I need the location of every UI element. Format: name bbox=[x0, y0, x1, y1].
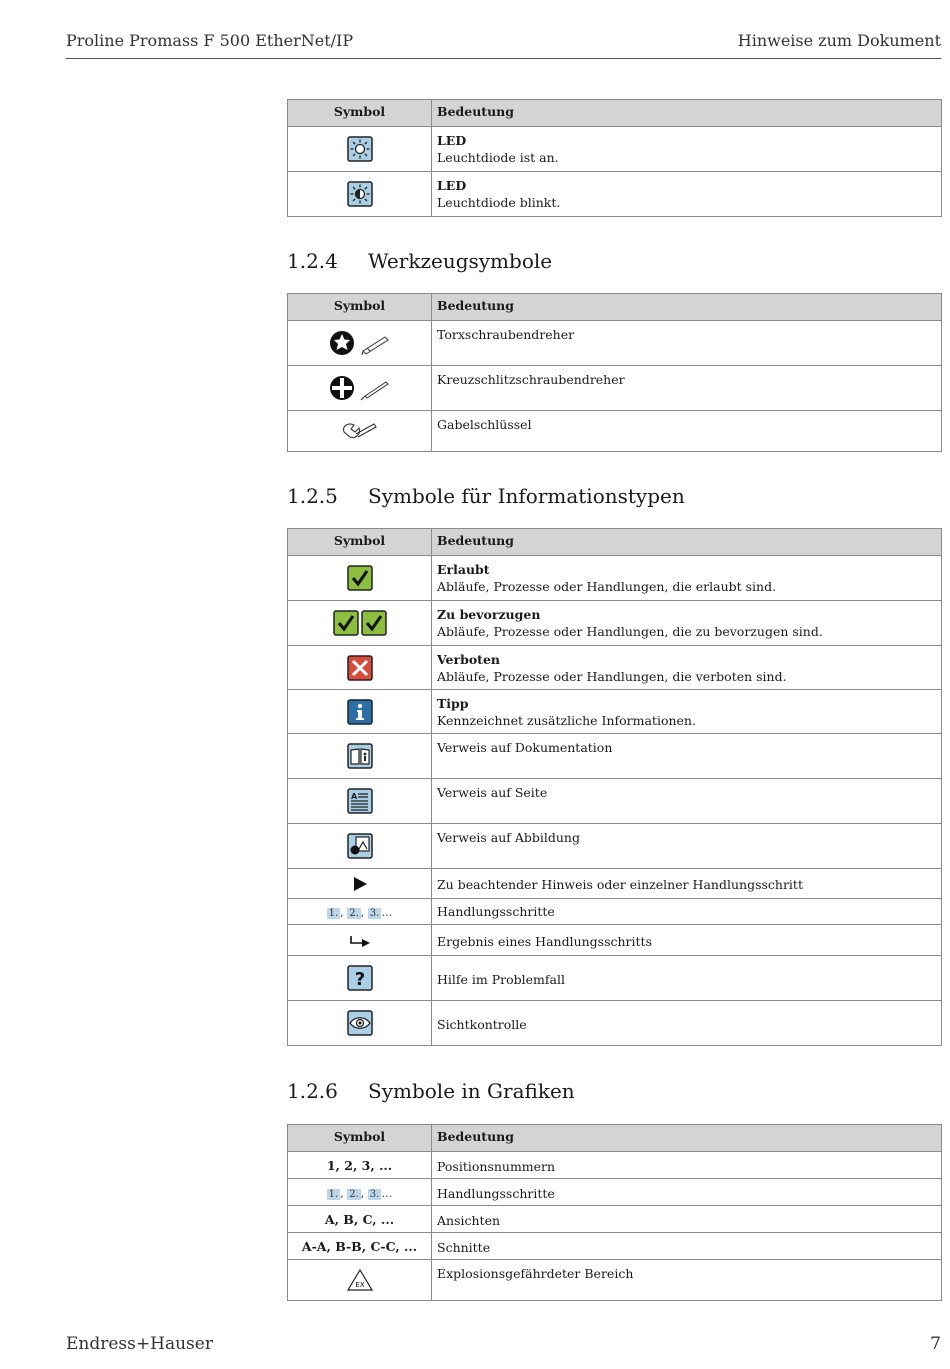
step-number: 3. bbox=[369, 908, 380, 919]
row-title: Tipp bbox=[437, 696, 469, 711]
table-row bbox=[288, 1206, 942, 1233]
step-number: 2. bbox=[349, 908, 359, 919]
table-row bbox=[288, 1179, 942, 1206]
table-row bbox=[288, 601, 942, 646]
table-row bbox=[288, 869, 942, 899]
cross-icon bbox=[347, 655, 373, 681]
section-number: 1.2.6 bbox=[287, 1079, 338, 1103]
explosion-hazard-icon bbox=[347, 1269, 373, 1291]
row-text: Ansichten bbox=[432, 1206, 942, 1233]
row-text: Ergebnis eines Handlungsschritts bbox=[432, 925, 942, 956]
col-symbol-header: Symbol bbox=[288, 529, 432, 556]
row-text: Verweis auf Abbildung bbox=[432, 824, 942, 869]
page-footer-left: Endress+Hauser bbox=[66, 1334, 213, 1354]
table-header-row bbox=[288, 529, 942, 556]
eye-visual-check-icon bbox=[347, 1010, 373, 1036]
row-text: Verweis auf Seite bbox=[432, 779, 942, 824]
table-header-row bbox=[288, 294, 942, 321]
row-title: LED bbox=[437, 178, 467, 193]
col-meaning-header: Bedeutung bbox=[432, 100, 942, 127]
table-row bbox=[288, 824, 942, 869]
row-text: Hilfe im Problemfall bbox=[432, 956, 942, 1001]
table-row bbox=[288, 321, 942, 366]
row-text: Kennzeichnet zusätzliche Informationen. bbox=[437, 713, 696, 728]
table-row bbox=[288, 1233, 942, 1260]
led-blinking-icon bbox=[347, 181, 373, 207]
page-reference-icon bbox=[347, 788, 373, 814]
step-number: 2. bbox=[349, 1188, 359, 1200]
book-reference-icon bbox=[347, 743, 373, 769]
step-number: 3. bbox=[369, 1188, 380, 1200]
row-title: LED bbox=[437, 133, 467, 148]
table-row bbox=[288, 1001, 942, 1046]
section-number: 1.2.4 bbox=[287, 249, 338, 273]
table-header-row bbox=[288, 1125, 942, 1152]
table-row bbox=[288, 646, 942, 690]
question-help-icon bbox=[347, 965, 373, 991]
table-row bbox=[288, 411, 942, 452]
page-number: 7 bbox=[930, 1334, 941, 1354]
symbol-text: 1, 2, 3, ... bbox=[288, 1152, 432, 1179]
table-row bbox=[288, 1260, 942, 1301]
col-meaning-header: Bedeutung bbox=[432, 529, 942, 556]
step-number: 1. bbox=[328, 908, 339, 919]
row-text: Abläufe, Prozesse oder Handlungen, die zu bevorzugen sind. bbox=[437, 624, 823, 639]
table-row bbox=[288, 1152, 942, 1179]
symbol-text: A, B, C, ... bbox=[288, 1206, 432, 1233]
table-row bbox=[288, 925, 942, 956]
result-arrow-icon bbox=[349, 935, 371, 947]
info-symbol-table bbox=[287, 528, 942, 1046]
table-row bbox=[288, 172, 942, 217]
svg-text:A: A bbox=[350, 792, 357, 801]
section-title: Werkzeugsymbole bbox=[368, 249, 553, 273]
page-header-left: Proline Promass F 500 EtherNet/IP bbox=[66, 31, 354, 50]
table-row bbox=[288, 366, 942, 411]
svg-text:?: ? bbox=[354, 969, 365, 990]
table-row bbox=[288, 956, 942, 1001]
torx-screwdriver-icon bbox=[329, 329, 391, 357]
row-text: Handlungsschritte bbox=[432, 1179, 942, 1206]
table-header-row bbox=[288, 100, 942, 127]
row-text: Leuchtdiode ist an. bbox=[437, 150, 559, 165]
info-icon bbox=[347, 699, 373, 725]
led-on-icon bbox=[347, 136, 373, 162]
col-symbol-header: Symbol bbox=[288, 294, 432, 321]
tool-symbol-table bbox=[287, 293, 942, 452]
row-text: Schnitte bbox=[432, 1233, 942, 1260]
open-end-wrench-icon bbox=[340, 418, 380, 444]
section-heading-tools bbox=[287, 249, 552, 273]
row-text: Torxschraubendreher bbox=[432, 321, 942, 366]
table-row bbox=[288, 556, 942, 601]
section-title: Symbole in Grafiken bbox=[368, 1079, 575, 1103]
row-text: Handlungsschritte bbox=[432, 899, 942, 925]
section-heading-graphics bbox=[287, 1079, 575, 1103]
phillips-screwdriver-icon bbox=[329, 374, 391, 402]
row-text: Explosionsgefährdeter Bereich bbox=[432, 1260, 942, 1301]
row-text: Gabelschlüssel bbox=[432, 411, 942, 452]
col-meaning-header: Bedeutung bbox=[432, 294, 942, 321]
table-row bbox=[288, 899, 942, 925]
row-text: Positionsnummern bbox=[432, 1152, 942, 1179]
row-title: Erlaubt bbox=[437, 562, 490, 577]
row-title: Verboten bbox=[437, 652, 500, 667]
row-text: Abläufe, Prozesse oder Handlungen, die erlaubt sind. bbox=[437, 579, 777, 594]
step-number: 1. bbox=[328, 1188, 339, 1200]
col-meaning-header: Bedeutung bbox=[432, 1125, 942, 1152]
row-text: Zu beachtender Hinweis oder einzelner Handlungsschritt bbox=[432, 869, 942, 899]
section-heading-info bbox=[287, 484, 685, 508]
table-row bbox=[288, 779, 942, 824]
figure-reference-icon bbox=[347, 833, 373, 859]
step-numbers-symbol: 1. , 2. , 3. … bbox=[328, 1186, 393, 1200]
page-header-right: Hinweise zum Dokument bbox=[737, 31, 941, 50]
row-text: Sichtkontrolle bbox=[432, 1001, 942, 1046]
symbol-text: A-A, B-B, C-C, ... bbox=[288, 1233, 432, 1260]
col-symbol-header: Symbol bbox=[288, 100, 432, 127]
col-symbol-header: Symbol bbox=[288, 1125, 432, 1152]
step-numbers-symbol: 1. , 2. , 3. … bbox=[328, 906, 393, 919]
table-row bbox=[288, 690, 942, 734]
header-rule bbox=[66, 58, 941, 59]
section-title: Symbole für Informationstypen bbox=[368, 484, 685, 508]
double-checkmark-icon bbox=[333, 610, 387, 636]
row-text: Kreuzschlitzschraubendreher bbox=[432, 366, 942, 411]
play-arrow-icon bbox=[352, 876, 368, 892]
led-symbol-table bbox=[287, 99, 942, 217]
graphics-symbol-table bbox=[287, 1124, 942, 1301]
row-text: Verweis auf Dokumentation bbox=[432, 734, 942, 779]
table-row bbox=[288, 734, 942, 779]
ex-label: EX bbox=[354, 1281, 365, 1289]
row-title: Zu bevorzugen bbox=[437, 607, 541, 622]
table-row bbox=[288, 127, 942, 172]
row-text: Abläufe, Prozesse oder Handlungen, die verboten sind. bbox=[437, 669, 787, 684]
section-number: 1.2.5 bbox=[287, 484, 338, 508]
row-text: Leuchtdiode blinkt. bbox=[437, 195, 561, 210]
checkmark-icon bbox=[347, 565, 373, 591]
